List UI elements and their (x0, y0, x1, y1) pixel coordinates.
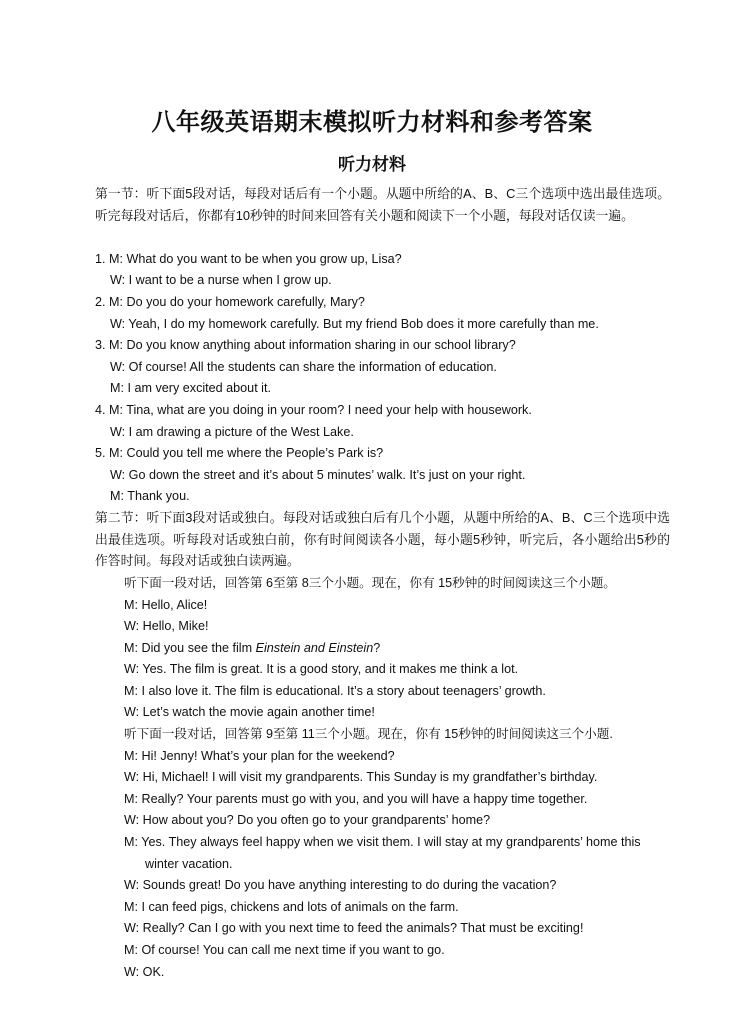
dialogue-line: M: I can feed pigs, chickens and lots of animals on the farm. (124, 900, 459, 914)
dialogue-line: W: Yes. The film is great. It is a good story, and it makes me think a lot. (124, 662, 519, 676)
dialogue-line: M: I am very excited about it. (110, 381, 271, 395)
dialogue-intro: 听下面一段对话，回答第 6至第 8三个小题。现在，你有 15秒钟的时间阅读这三个小题。 (124, 576, 616, 590)
dialogue-line: M: I also love it. The film is educational. It’s a story about teenagers’ growth. (124, 684, 546, 698)
dialogue-line: M: Thank you. (110, 489, 190, 503)
dialogue-line: 3. M: Do you know anything about information sharing in our school library? (95, 338, 516, 352)
section2-instructions: 第二节：听下面3段对话或独白。每段对话或独白后有几个小题，从题中所给的A、B、C三个选项中选出最佳选项。听每段对话或独白前，你有时间阅读各小题，每小题5秒钟，听完后，各小题给出5秒的作答时间。每段对话或独白读两遍。 (95, 510, 670, 569)
dialogue-line: W: Hi, Michael! I will visit my grandparents. This Sunday is my grandfather’s birthday. (124, 770, 598, 784)
dialogue-line: W: How about you? Do you often go to your grandparents’ home? (124, 813, 491, 827)
dialogue-line: winter vacation. (145, 857, 233, 871)
dialogue-line: 5. M: Could you tell me where the People’s Park is? (95, 446, 384, 460)
dialogue-line: W: Sounds great! Do you have anything interesting to do during the vacation? (124, 878, 557, 892)
dialogue-line: W: Let’s watch the movie again another time! (124, 705, 375, 719)
dialogue-line: M: Hi! Jenny! What’s your plan for the weekend? (124, 749, 395, 763)
dialogue-line: 4. M: Tina, what are you doing in your room? I need your help with housework. (95, 403, 532, 417)
dialogue-line: W: Go down the street and it’s about 5 minutes’ walk. It’s just on your right. (110, 468, 526, 482)
dialogue-intro: 听下面一段对话，回答第 9至第 11三个小题。现在，你有 15秒钟的时间阅读这三个小题. (124, 727, 613, 741)
dialogue-line: 2. M: Do you do your homework carefully, Mary? (95, 295, 365, 309)
dialogue-line: M: Of course! You can call me next time if you want to go. (124, 943, 445, 957)
dialogue-line: W: I am drawing a picture of the West Lake. (110, 425, 354, 439)
page-title: 八年级英语期末模拟听力材料和参考答案 (151, 107, 593, 136)
section-heading: 听力材料 (338, 155, 406, 175)
dialogue-line: W: Hello, Mike! (124, 619, 209, 633)
film-title: Einstein and Einstein (255, 641, 374, 655)
dialogue-line: W: Of course! All the students can share the information of education. (110, 360, 497, 374)
section1-instructions: 第一节：听下面5段对话，每段对话后有一个小题。从题中所给的A、B、C三个选项中选出最佳选项。听完每段对话后，你都有10秒钟的时间来回答有关小题和阅读下一个小题，每段对话仅读一遍。 (95, 186, 670, 223)
dialogue-line (124, 640, 380, 656)
dialogue-line: M: Hello, Alice! (124, 598, 208, 612)
dialogue-line: M: Really? Your parents must go with you, and you will have a happy time together. (124, 792, 588, 806)
dialogue-line: W: Really? Can I go with you next time to feed the animals? That must be exciting! (124, 921, 584, 935)
dialogue-line: W: I want to be a nurse when I grow up. (110, 273, 332, 287)
dialogue-line-text: M: Did you see the film (124, 641, 256, 655)
dialogue-line: W: OK. (124, 965, 165, 979)
dialogue-line-text: ? (373, 641, 381, 655)
dialogue-line: W: Yeah, I do my homework carefully. But my friend Bob does it more carefully than me. (110, 317, 599, 331)
dialogue-line: 1. M: What do you want to be when you grow up, Lisa? (95, 252, 402, 266)
dialogue-line: M: Yes. They always feel happy when we visit them. I will stay at my grandparents’ home this (124, 835, 641, 849)
